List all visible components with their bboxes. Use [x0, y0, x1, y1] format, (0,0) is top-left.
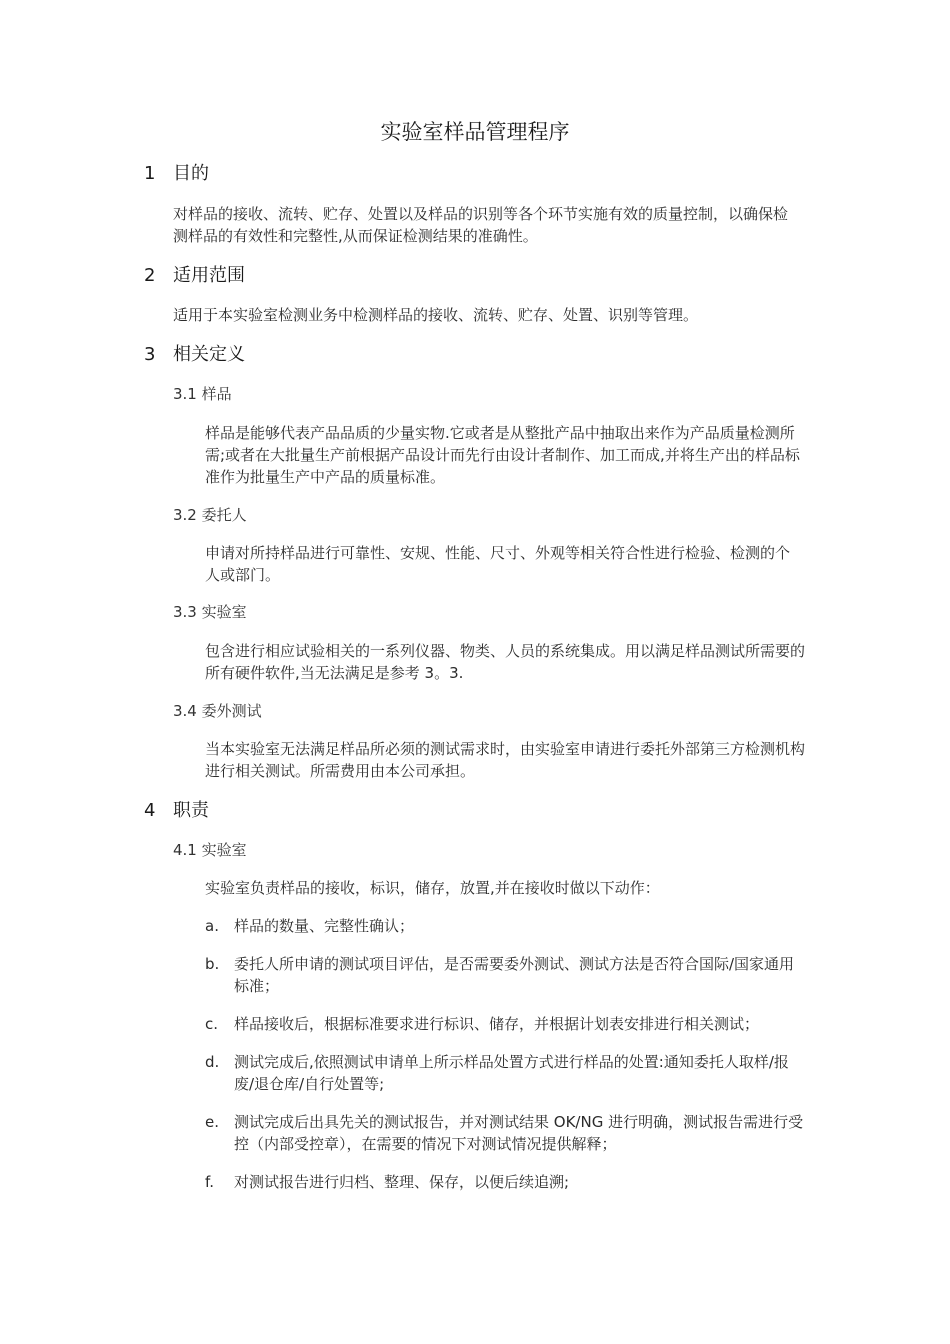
- section-number: 3: [144, 344, 156, 365]
- list-marker: d.: [205, 1053, 220, 1071]
- list-item: [205, 1171, 815, 1193]
- section-2-heading: [144, 264, 245, 288]
- document-title: 实验室样品管理程序: [380, 120, 570, 144]
- subsection-3-2-body: 申请对所持样品进行可靠性、安规、性能、尺寸、外观等相关符合性进行检验、检测的个人或部门。: [205, 544, 791, 584]
- list-item-text: 对测试报告进行归档、整理、保存，以便后续追溯;: [234, 1173, 570, 1191]
- subsection-3-4-heading: 3.4 委外测试: [173, 702, 262, 720]
- list-item: [205, 1111, 805, 1155]
- list-marker: e.: [205, 1113, 219, 1131]
- list-item-text: 样品接收后，根据标准要求进行标识、储存，并根据计划表安排进行相关测试；: [234, 1015, 760, 1033]
- section-3-heading: [144, 343, 245, 367]
- list-item-text: 样品的数量、完整性确认；: [234, 917, 415, 935]
- list-item-text: 委托人所申请的测试项目评估，是否需要委外测试、测试方法是否符合国际/国家通用标准；: [234, 955, 795, 995]
- list-item: [205, 915, 815, 937]
- subsection-3-3-body: 包含进行相应试验相关的一系列仪器、物类、人员的系统集成。用以满足样品测试所需要的所有硬件软件,当无法满足是参考 3。3.: [205, 642, 806, 682]
- list-item: [205, 953, 805, 997]
- subsection-3-2-heading: 3.2 委托人: [173, 506, 247, 524]
- subsection-4-1-body: 实验室负责样品的接收，标识，储存，放置,并在接收时做以下动作：: [205, 879, 660, 897]
- subsection-3-4-body: 当本实验室无法满足样品所必须的测试需求时，由实验室申请进行委托外部第三方检测机构进行相关测试。所需费用由本公司承担。: [205, 740, 806, 780]
- list-marker: a.: [205, 917, 219, 935]
- subsection-3-3-heading: 3.3 实验室: [173, 603, 247, 621]
- list-item: [205, 1013, 815, 1035]
- list-marker: f.: [205, 1173, 214, 1191]
- section-1-body: 对样品的接收、流转、贮存、处置以及样品的识别等各个环节实施有效的质量控制，以确保检测样品的有效性和完整性,从而保证检测结果的准确性。: [173, 205, 789, 245]
- section-title: 目的: [173, 163, 209, 184]
- section-1-heading: [144, 162, 209, 186]
- section-title: 适用范围: [173, 265, 245, 286]
- list-item: [205, 1051, 805, 1095]
- list-item-text: 测试完成后,依照测试申请单上所示样品处置方式进行样品的处置:通知委托人取样/报废/退仓库/自行处置等;: [234, 1053, 789, 1093]
- subsection-3-1-heading: 3.1 样品: [173, 385, 232, 403]
- section-4-heading: [144, 799, 209, 823]
- list-marker: c.: [205, 1015, 219, 1033]
- subsection-4-1-heading: 4.1 实验室: [173, 841, 247, 859]
- section-title: 相关定义: [173, 344, 245, 365]
- section-2-body: 适用于本实验室检测业务中检测样品的接收、流转、贮存、处置、识别等管理。: [173, 306, 699, 324]
- section-number: 2: [144, 265, 156, 286]
- section-title: 职责: [173, 800, 209, 821]
- section-number: 4: [144, 800, 156, 821]
- section-number: 1: [144, 163, 156, 184]
- list-item-text: 测试完成后出具先关的测试报告，并对测试结果 OK/NG 进行明确，测试报告需进行受控（内部受控章），在需要的情况下对测试情况提供解释；: [234, 1113, 804, 1153]
- subsection-3-1-body: 样品是能够代表产品品质的少量实物.它或者是从整批产品中抽取出来作为产品质量检测所需;或者在大批量生产前根据产品设计而先行由设计者制作、加工而成,并将生产出的样品标准作为批量生产中产品的质量标准。: [205, 424, 800, 486]
- list-marker: b.: [205, 955, 220, 973]
